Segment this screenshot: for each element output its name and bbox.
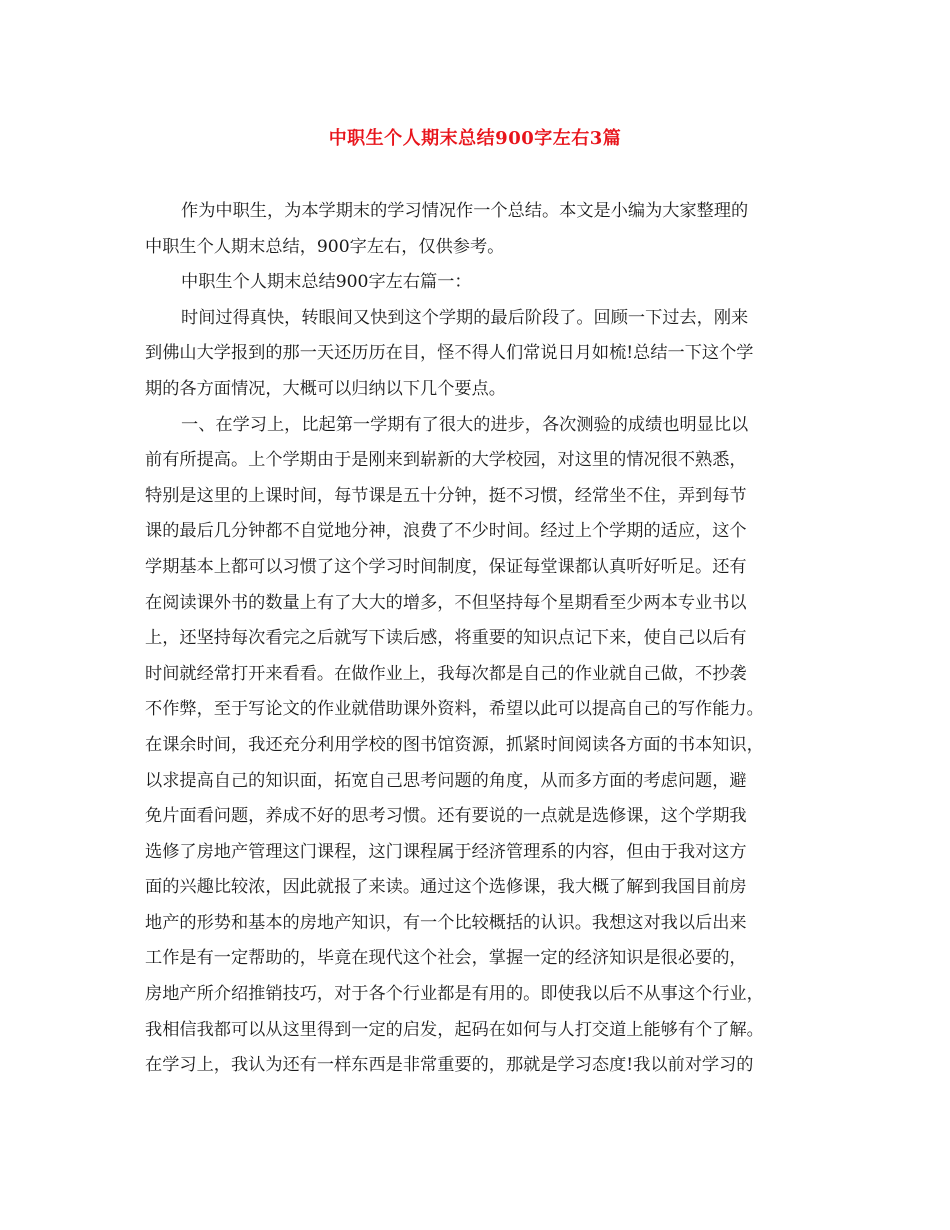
body-text-line: 地产的形势和基本的房地产知识，有一个比较概括的认识。我想这对我以后出来	[145, 912, 747, 933]
body-text-line: 以求提高自己的知识面，拓宽自己思考问题的角度，从而多方面的考虑问题，避	[145, 770, 747, 791]
body-text-line: 作为中职生，为本学期末的学习情况作一个总结。本文是小编为大家整理的	[181, 201, 749, 221]
body-text-line: 时间就经常打开来看看。在做作业上，我每次都是自己的作业就自己做，不抄袭	[145, 663, 747, 684]
document-title: 中职生个人期末总结900字左右3篇	[328, 128, 622, 149]
body-text-line: 上，还坚持每次看完之后就写下读后感，将重要的知识点记下来，使自己以后有	[145, 628, 747, 649]
body-text-line: 期的各方面情况，大概可以归纳以下几个要点。	[145, 378, 506, 399]
body-text-line: 面的兴趣比较浓，因此就报了来读。通过这个选修课，我大概了解到我国目前房	[145, 877, 747, 898]
body-text-line: 一、在学习上，比起第一学期有了很大的进步，各次测验的成绩也明显比以	[181, 414, 749, 435]
body-text-line: 中职生个人期末总结，900字左右，仅供参考。	[145, 236, 505, 257]
body-text-line: 课的最后几分钟都不自觉地分神，浪费了不少时间。经过上个学期的适应，这个	[145, 521, 747, 542]
body-text-line: 学期基本上都可以习惯了这个学习时间制度，保证每堂课都认真听好听足。还有	[145, 556, 747, 577]
body-text-line: 前有所提高。上个学期由于是刚来到崭新的大学校园，对这里的情况很不熟悉，	[145, 450, 747, 471]
body-text-line: 时间过得真快，转眼间又快到这个学期的最后阶段了。回顾一下过去，刚来	[181, 307, 749, 328]
body-text-line: 免片面看问题，养成不好的思考习惯。还有要说的一点就是选修课，这个学期我	[145, 806, 747, 827]
body-text-line: 在课余时间，我还充分利用学校的图书馆资源，抓紧时间阅读各方面的书本知识，	[145, 734, 764, 755]
body-text-line: 到佛山大学报到的那一天还历历在目，怪不得人们常说日月如梳!总结一下这个学	[145, 343, 754, 364]
body-text-line: 中职生个人期末总结900字左右篇一：	[181, 272, 472, 293]
document-body	[145, 194, 810, 1084]
body-text-line: 不作弊，至于写论文的作业就借助课外资料，希望以此可以提高自己的写作能力。	[145, 699, 764, 720]
body-text-line: 选修了房地产管理这门课程，这门课程属于经济管理系的内容，但由于我对这方	[145, 841, 747, 862]
body-text-line: 我相信我都可以从这里得到一定的启发，起码在如何与人打交道上能够有个了解。	[145, 1019, 764, 1040]
body-text-line: 在学习上，我认为还有一样东西是非常重要的，那就是学习态度!我以前对学习的	[145, 1055, 754, 1076]
body-text-line: 在阅读课外书的数量上有了大大的增多，不但坚持每个星期看至少两本专业书以	[145, 592, 747, 613]
body-text-line: 工作是有一定帮助的，毕竟在现代这个社会，掌握一定的经济知识是很必要的，	[145, 948, 747, 969]
body-text-line: 房地产所介绍推销技巧，对于各个行业都是有用的。即使我以后不从事这个行业，	[145, 984, 764, 1005]
body-text-line: 特别是这里的上课时间，每节课是五十分钟，挺不习惯，经常坐不住，弄到每节	[145, 485, 747, 506]
